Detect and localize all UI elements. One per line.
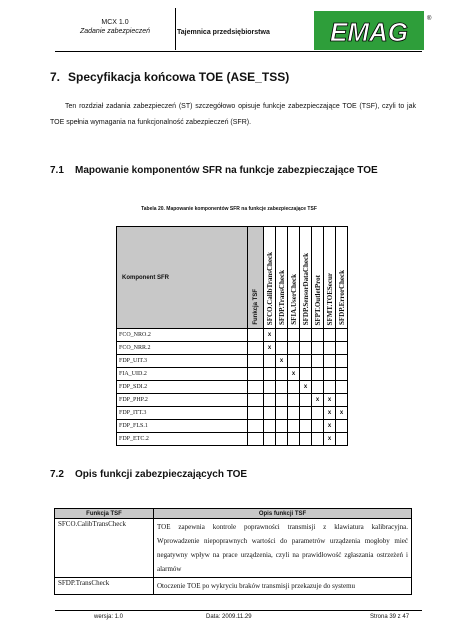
footer-divider	[55, 610, 422, 611]
mapping-cell	[264, 433, 276, 446]
column-header	[264, 227, 276, 329]
mapping-cell: x	[264, 342, 276, 355]
desc-text: Otoczenie TOE po wykryciu braków transmisji przekazuje do systemu	[154, 578, 412, 595]
mapping-cell: x	[264, 329, 276, 342]
mapping-cell	[312, 342, 324, 355]
mapping-cell	[288, 342, 300, 355]
confidential-label: Tajemnica przedsiębiorstwa	[177, 29, 270, 36]
mapping-cell	[336, 433, 348, 446]
function-spacer-cell	[248, 368, 264, 381]
svg-text:®: ®	[427, 16, 432, 22]
mapping-cell	[276, 420, 288, 433]
table-row	[117, 329, 348, 342]
mapping-cell	[276, 394, 288, 407]
mapping-cell: x	[324, 433, 336, 446]
section-7-2-title: Opis funkcji zabezpieczających TOE	[75, 469, 248, 480]
table-row	[117, 433, 348, 446]
mapping-cell	[288, 381, 300, 394]
column-label: SFDP.TransCheck	[277, 269, 286, 325]
row-component-label: FCO_NRR.2	[117, 342, 248, 355]
table-row	[117, 355, 348, 368]
mapping-cell	[336, 381, 348, 394]
mapping-cell: x	[336, 407, 348, 420]
section-7-1-title: Mapowanie komponentów SFR na funkcje zabezpieczające TOE	[75, 165, 378, 176]
mapping-cell	[264, 407, 276, 420]
mapping-cell	[300, 368, 312, 381]
mapping-cell	[312, 368, 324, 381]
section-7-title: Specyfikacja końcowa TOE (ASE_TSS)	[68, 70, 290, 84]
desc-text: TOE zapewnia kontrole poprawności transmisji z klawiatura kalibracyjna. Wprowadzenie niepoprawnych wartości do parametrów urządzenia mogłoby mieć negatywny wpływ na prace urządzenia, czyli na prawidłowość zgłaszania ostrzeżeń i alarmów	[154, 519, 412, 578]
section-7-number: 7.	[50, 70, 61, 84]
mapping-cell: x	[300, 381, 312, 394]
function-spacer-cell	[248, 433, 264, 446]
mapping-cell	[276, 433, 288, 446]
mapping-cell	[324, 342, 336, 355]
mapping-table	[116, 226, 348, 446]
function-spacer-cell	[248, 329, 264, 342]
mapping-cell	[312, 407, 324, 420]
section-7-paragraph: Ten rozdział zadania zabezpieczeń (ST) szczegółowo opisuje funkcje zabezpieczające TOE (TSF), czyli to jak TOE spełnia wymagania na funkcjonalność zabezpieczeń (SFR).	[50, 103, 416, 126]
mapping-cell	[288, 407, 300, 420]
mapping-cell	[264, 394, 276, 407]
mapping-cell	[336, 342, 348, 355]
mapping-cell	[324, 329, 336, 342]
row-component-label: FDP_FLS.1	[117, 420, 248, 433]
desc-header-description: Opis funkcji TSF	[154, 509, 412, 519]
mapping-cell	[264, 355, 276, 368]
column-label: SFIA.UserCheck	[289, 274, 298, 325]
function-spacer-cell	[248, 394, 264, 407]
mapping-cell: x	[324, 420, 336, 433]
table-row	[117, 381, 348, 394]
mapping-cell	[288, 420, 300, 433]
mapping-cell	[264, 368, 276, 381]
row-component-label: FIA_UID.2	[117, 368, 248, 381]
mapping-cell	[312, 355, 324, 368]
mapping-cell	[264, 381, 276, 394]
mapping-cell	[324, 381, 336, 394]
mapping-cell	[288, 394, 300, 407]
table-row	[55, 578, 412, 595]
mapping-cell	[312, 433, 324, 446]
mapping-cell	[288, 433, 300, 446]
description-table	[54, 508, 412, 595]
row-component-label: FCO_NRO.2	[117, 329, 248, 342]
mapping-cell	[300, 329, 312, 342]
function-header	[248, 227, 264, 329]
mapping-cell: x	[276, 355, 288, 368]
column-header	[276, 227, 288, 329]
footer-version: wersja: 1.0	[94, 614, 124, 620]
emag-logo	[314, 11, 432, 50]
function-spacer-cell	[248, 420, 264, 433]
column-label: SFDP.SensorDataCheck	[301, 252, 310, 325]
column-label: SFCO.CalibTransCheck	[265, 251, 274, 325]
mapping-cell: x	[312, 394, 324, 407]
row-component-label: FDP_UIT.3	[117, 355, 248, 368]
table-row	[55, 519, 412, 578]
footer-date: Data: 2009.11.29	[206, 614, 252, 620]
row-component-label: FDP_ETC.2	[117, 433, 248, 446]
function-spacer-cell	[248, 342, 264, 355]
component-header: Komponent SFR	[117, 227, 248, 329]
mapping-cell	[276, 368, 288, 381]
doc-id: MCX 1.0	[101, 19, 129, 26]
row-component-label: FDP_SDI.2	[117, 381, 248, 394]
mapping-cell	[300, 355, 312, 368]
mapping-cell	[300, 420, 312, 433]
mapping-cell	[300, 433, 312, 446]
mapping-cell: x	[288, 368, 300, 381]
mapping-cell	[312, 420, 324, 433]
footer-page: Strona 39 z 47	[370, 614, 410, 620]
column-label: SFPT.OutletProt	[313, 274, 322, 325]
table-row	[117, 342, 348, 355]
mapping-header-row	[117, 227, 348, 329]
table-row	[117, 394, 348, 407]
mapping-cell	[324, 368, 336, 381]
column-header	[336, 227, 348, 329]
mapping-cell	[276, 381, 288, 394]
mapping-cell	[336, 355, 348, 368]
header-doc-info	[55, 18, 175, 36]
mapping-cell	[324, 355, 336, 368]
mapping-cell	[264, 420, 276, 433]
row-component-label: FDP_PHP.2	[117, 394, 248, 407]
mapping-cell	[336, 394, 348, 407]
mapping-cell	[336, 368, 348, 381]
logo-text: EMAG	[330, 17, 408, 47]
section-7-heading	[50, 70, 289, 84]
table-caption: Tabela 20. Mapowanie komponentów SFR na funkcje zabezpieczające TSF	[141, 206, 317, 212]
mapping-cell	[300, 342, 312, 355]
mapping-cell	[288, 355, 300, 368]
mapping-cell: x	[324, 407, 336, 420]
column-header	[312, 227, 324, 329]
header-divider	[55, 51, 422, 52]
section-7-2-number: 7.2	[50, 469, 64, 480]
desc-function: SFCO.CalibTransCheck	[55, 519, 154, 578]
column-label: SFDP.ErrorCheck	[337, 269, 346, 325]
column-header	[300, 227, 312, 329]
desc-function: SFDP.TransCheck	[55, 578, 154, 595]
mapping-cell	[312, 381, 324, 394]
section-7-2-heading	[50, 469, 247, 480]
mapping-cell	[336, 420, 348, 433]
table-row	[117, 407, 348, 420]
section-7-1-number: 7.1	[50, 165, 64, 176]
mapping-cell: x	[324, 394, 336, 407]
function-header-label: Funkcja TSF	[252, 289, 259, 325]
table-row	[117, 420, 348, 433]
page-header	[55, 8, 432, 50]
function-spacer-cell	[248, 381, 264, 394]
function-spacer-cell	[248, 355, 264, 368]
column-label: SFMT.TOESecur	[325, 272, 334, 325]
section-7-1-heading	[50, 165, 378, 176]
description-header-row	[55, 509, 412, 519]
column-header	[324, 227, 336, 329]
mapping-cell	[288, 329, 300, 342]
mapping-cell	[300, 407, 312, 420]
mapping-cell	[276, 407, 288, 420]
row-component-label: FDP_ITT.3	[117, 407, 248, 420]
table-row	[117, 368, 348, 381]
mapping-cell	[276, 329, 288, 342]
mapping-cell	[312, 329, 324, 342]
mapping-body	[117, 329, 348, 446]
function-spacer-cell	[248, 407, 264, 420]
mapping-cell	[336, 329, 348, 342]
mapping-cell	[276, 342, 288, 355]
column-header	[288, 227, 300, 329]
desc-header-function: Funkcja TSF	[55, 509, 154, 519]
doc-subtitle: Zadanie zabezpieczeń	[79, 28, 151, 35]
mapping-cell	[300, 394, 312, 407]
